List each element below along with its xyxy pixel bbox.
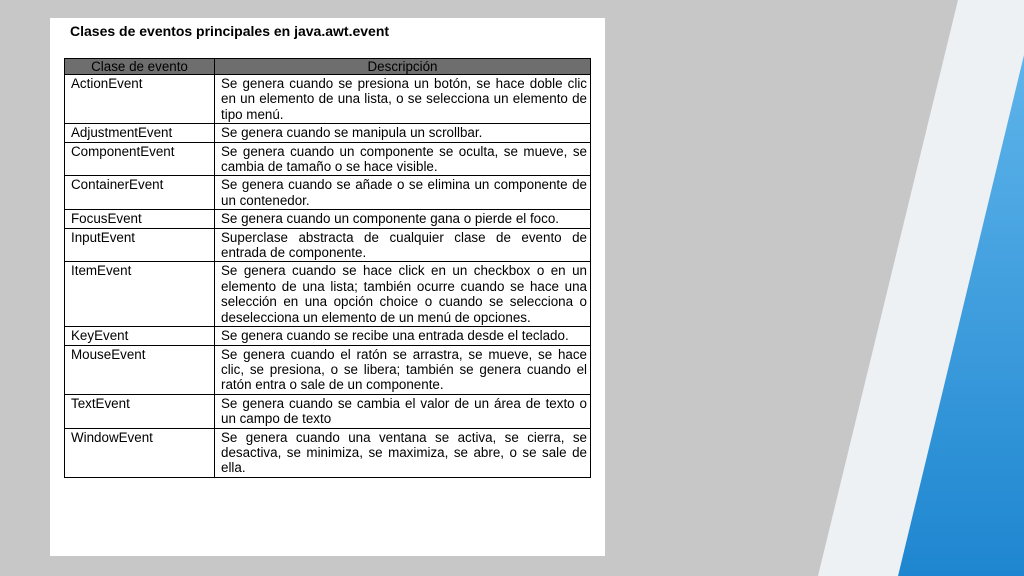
event-class-cell: InputEvent [65,228,215,262]
event-class-cell: FocusEvent [65,210,215,228]
description-cell: Se genera cuando se presiona un botón, se hace doble clic en un elemento de una lista, o se selecciona un elemento de tipo menú. [215,75,591,124]
description-cell: Se genera cuando se manipula un scrollbar. [215,124,591,142]
description-cell: Se genera cuando se recibe una entrada desde el teclado. [215,327,591,345]
description-cell: Se genera cuando se añade o se elimina un componente de un contenedor. [215,176,591,210]
event-class-cell: AdjustmentEvent [65,124,215,142]
event-class-cell: KeyEvent [65,327,215,345]
table-row [65,345,591,394]
table-row [65,75,591,124]
event-class-cell: ContainerEvent [65,176,215,210]
event-class-cell: ItemEvent [65,262,215,327]
document-title: Clases de eventos principales en java.awt.event [70,23,390,39]
document-page [50,18,605,556]
event-class-cell: ComponentEvent [65,142,215,176]
header-event-class: Clase de evento [65,59,215,75]
description-cell: Se genera cuando un componente gana o pierde el foco. [215,210,591,228]
event-class-cell: ActionEvent [65,75,215,124]
table-header-row [65,59,591,75]
event-class-cell: TextEvent [65,394,215,428]
description-cell: Se genera cuando el ratón se arrastra, se mueve, se hace clic, se presiona, o se libera; también se genera cuando el ratón entra o sale de un componente. [215,345,591,394]
table-row [65,327,591,345]
description-cell: Se genera cuando se cambia el valor de un área de texto o un campo de texto [215,394,591,428]
table-row [65,428,591,477]
table-row [65,210,591,228]
table-row [65,142,591,176]
table-row [65,228,591,262]
table-row [65,124,591,142]
event-classes-table [64,58,591,478]
description-cell: Se genera cuando una ventana se activa, se cierra, se desactiva, se minimiza, se maximiza, se abre, o se sale de ella. [215,428,591,477]
event-class-cell: MouseEvent [65,345,215,394]
header-description: Descripción [215,59,591,75]
description-cell: Se genera cuando un componente se oculta, se mueve, se cambia de tamaño o se hace visible. [215,142,591,176]
description-cell: Superclase abstracta de cualquier clase de evento de entrada de componente. [215,228,591,262]
event-class-cell: WindowEvent [65,428,215,477]
table-row [65,394,591,428]
description-cell: Se genera cuando se hace click en un checkbox o en un elemento de una lista; también ocurre cuando se hace una selección en una opción choice o cuando se selecciona o deselecciona un elemento de un menú de opciones. [215,262,591,327]
table-row [65,262,591,327]
table-row [65,176,591,210]
